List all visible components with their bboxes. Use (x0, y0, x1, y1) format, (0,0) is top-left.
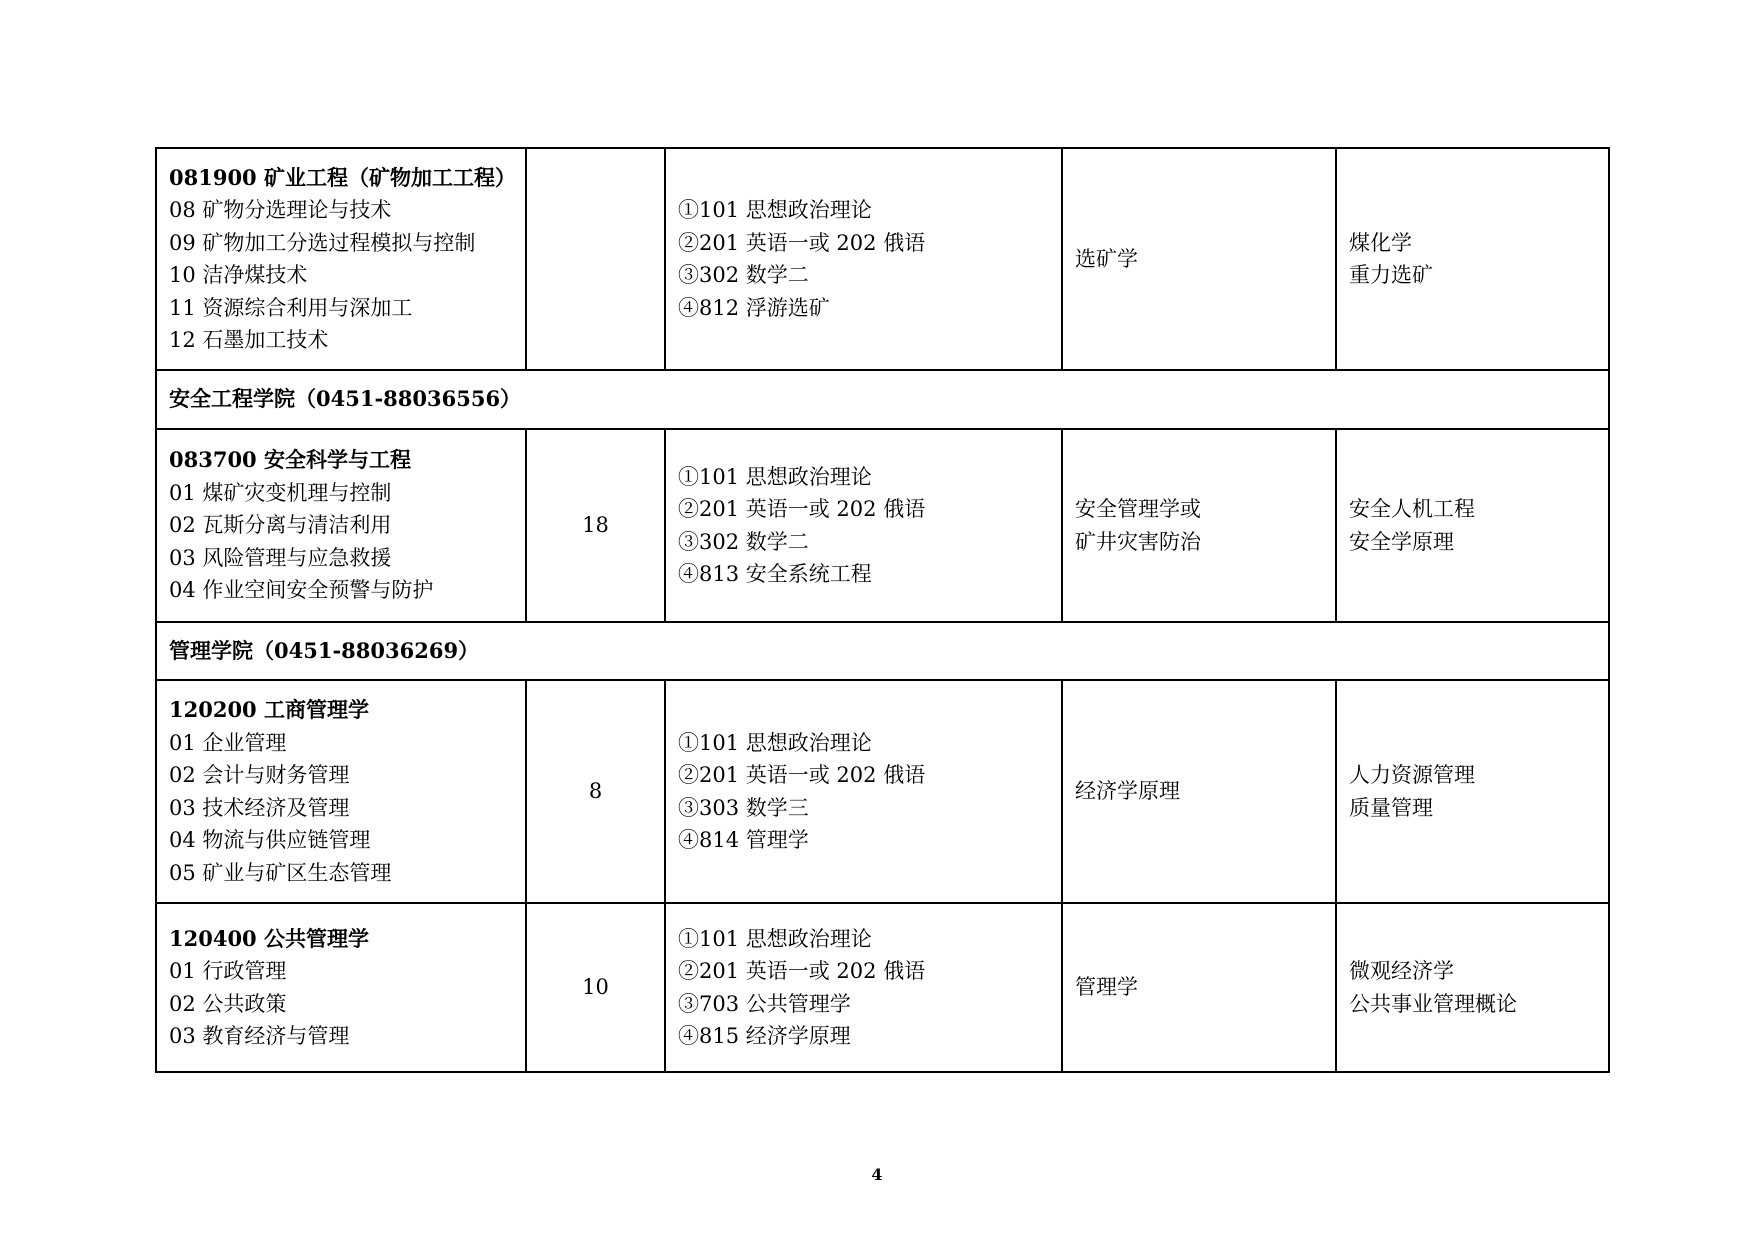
research-direction: 02 公共政策 (169, 991, 287, 1016)
extra-subject: 安全学原理 (1349, 529, 1454, 554)
research-direction: 11 资源综合利用与深加工 (169, 295, 413, 320)
research-direction: 05 矿业与矿区生态管理 (169, 860, 392, 885)
retest-subject-cell (1062, 148, 1336, 370)
major-title: 120200 工商管理学 (169, 697, 369, 722)
major-cell (156, 148, 526, 370)
extra-subject: 重力选矿 (1349, 263, 1433, 287)
section-row (156, 622, 1609, 680)
exam-subjects-cell (665, 429, 1062, 622)
major-cell (156, 429, 526, 622)
major-title: 081900 矿业工程（矿物加工工程） (169, 164, 516, 190)
extra-subject: 安全人机工程 (1349, 497, 1475, 521)
quota-cell: 10 (526, 903, 665, 1072)
exam-subjects-cell (665, 680, 1062, 903)
retest-subject: 安全管理学或 (1075, 497, 1201, 521)
exam-subject: ④812 浮游选矿 (678, 295, 830, 320)
exam-subject: ③302 数学二 (678, 263, 809, 287)
exam-subject: ③303 数学三 (678, 795, 809, 820)
research-direction: 03 教育经济与管理 (169, 1024, 350, 1048)
extra-subject-cell (1336, 148, 1609, 370)
research-direction: 02 瓦斯分离与清洁利用 (169, 513, 392, 538)
extra-subject: 质量管理 (1349, 795, 1433, 820)
extra-subject: 公共事业管理概论 (1349, 991, 1517, 1016)
page-number: 4 (871, 1165, 883, 1184)
research-direction: 04 物流与供应链管理 (169, 828, 371, 852)
exam-subject: ①101 思想政治理论 (678, 198, 872, 222)
retest-subject-cell (1062, 680, 1336, 903)
major-cell (156, 903, 526, 1072)
admissions-table (155, 147, 1610, 1073)
extra-subject-cell (1336, 903, 1609, 1072)
retest-subject: 管理学 (1075, 975, 1138, 1000)
extra-subject: 人力资源管理 (1349, 763, 1475, 787)
section-title: 安全工程学院（0451-88036556） (156, 370, 1609, 429)
quota-cell (526, 148, 665, 370)
extra-subject-cell (1336, 680, 1609, 903)
section-row (156, 370, 1609, 429)
research-direction: 01 煤矿灾变机理与控制 (169, 480, 392, 505)
exam-subject: ④815 经济学原理 (678, 1024, 851, 1048)
research-direction: 08 矿物分选理论与技术 (169, 198, 392, 222)
extra-subject: 煤化学 (1349, 230, 1412, 255)
exam-subject: ④814 管理学 (678, 828, 809, 852)
exam-subject: ③703 公共管理学 (678, 991, 851, 1016)
table-row (156, 148, 1609, 370)
extra-subject-cell (1336, 429, 1609, 622)
retest-subject: 经济学原理 (1075, 779, 1180, 804)
research-direction: 09 矿物加工分选过程模拟与控制 (169, 230, 476, 255)
research-direction: 01 行政管理 (169, 959, 287, 983)
research-direction: 04 作业空间安全预警与防护 (169, 578, 434, 603)
exam-subject: ①101 思想政治理论 (678, 464, 872, 489)
table-row (156, 429, 1609, 622)
research-direction: 01 企业管理 (169, 730, 287, 755)
major-title: 083700 安全科学与工程 (169, 447, 411, 473)
table-row (156, 680, 1609, 903)
exam-subject: ②201 英语一或 202 俄语 (678, 959, 926, 983)
exam-subjects-cell (665, 903, 1062, 1072)
exam-subject: ②201 英语一或 202 俄语 (678, 230, 926, 255)
major-cell (156, 680, 526, 903)
exam-subject: ②201 英语一或 202 俄语 (678, 497, 926, 521)
exam-subject: ②201 英语一或 202 俄语 (678, 763, 926, 787)
quota-cell: 18 (526, 429, 665, 622)
extra-subject: 微观经济学 (1349, 959, 1454, 983)
section-title: 管理学院（0451-88036269） (156, 622, 1609, 680)
research-direction: 10 洁净煤技术 (169, 263, 308, 287)
retest-subject-cell (1062, 429, 1336, 622)
research-direction: 12 石墨加工技术 (169, 328, 329, 352)
table-row (156, 903, 1609, 1072)
research-direction: 03 风险管理与应急救援 (169, 545, 392, 570)
exam-subject: ③302 数学二 (678, 529, 809, 554)
quota-cell: 8 (526, 680, 665, 903)
major-title: 120400 公共管理学 (169, 925, 369, 951)
exam-subject: ①101 思想政治理论 (678, 926, 872, 951)
retest-subject: 选矿学 (1075, 246, 1138, 271)
exam-subject: ①101 思想政治理论 (678, 730, 872, 755)
research-direction: 02 会计与财务管理 (169, 763, 350, 787)
exam-subjects-cell (665, 148, 1062, 370)
research-direction: 03 技术经济及管理 (169, 795, 350, 820)
retest-subject-cell (1062, 903, 1336, 1072)
exam-subject: ④813 安全系统工程 (678, 562, 872, 586)
retest-subject: 矿井灾害防治 (1075, 529, 1201, 554)
